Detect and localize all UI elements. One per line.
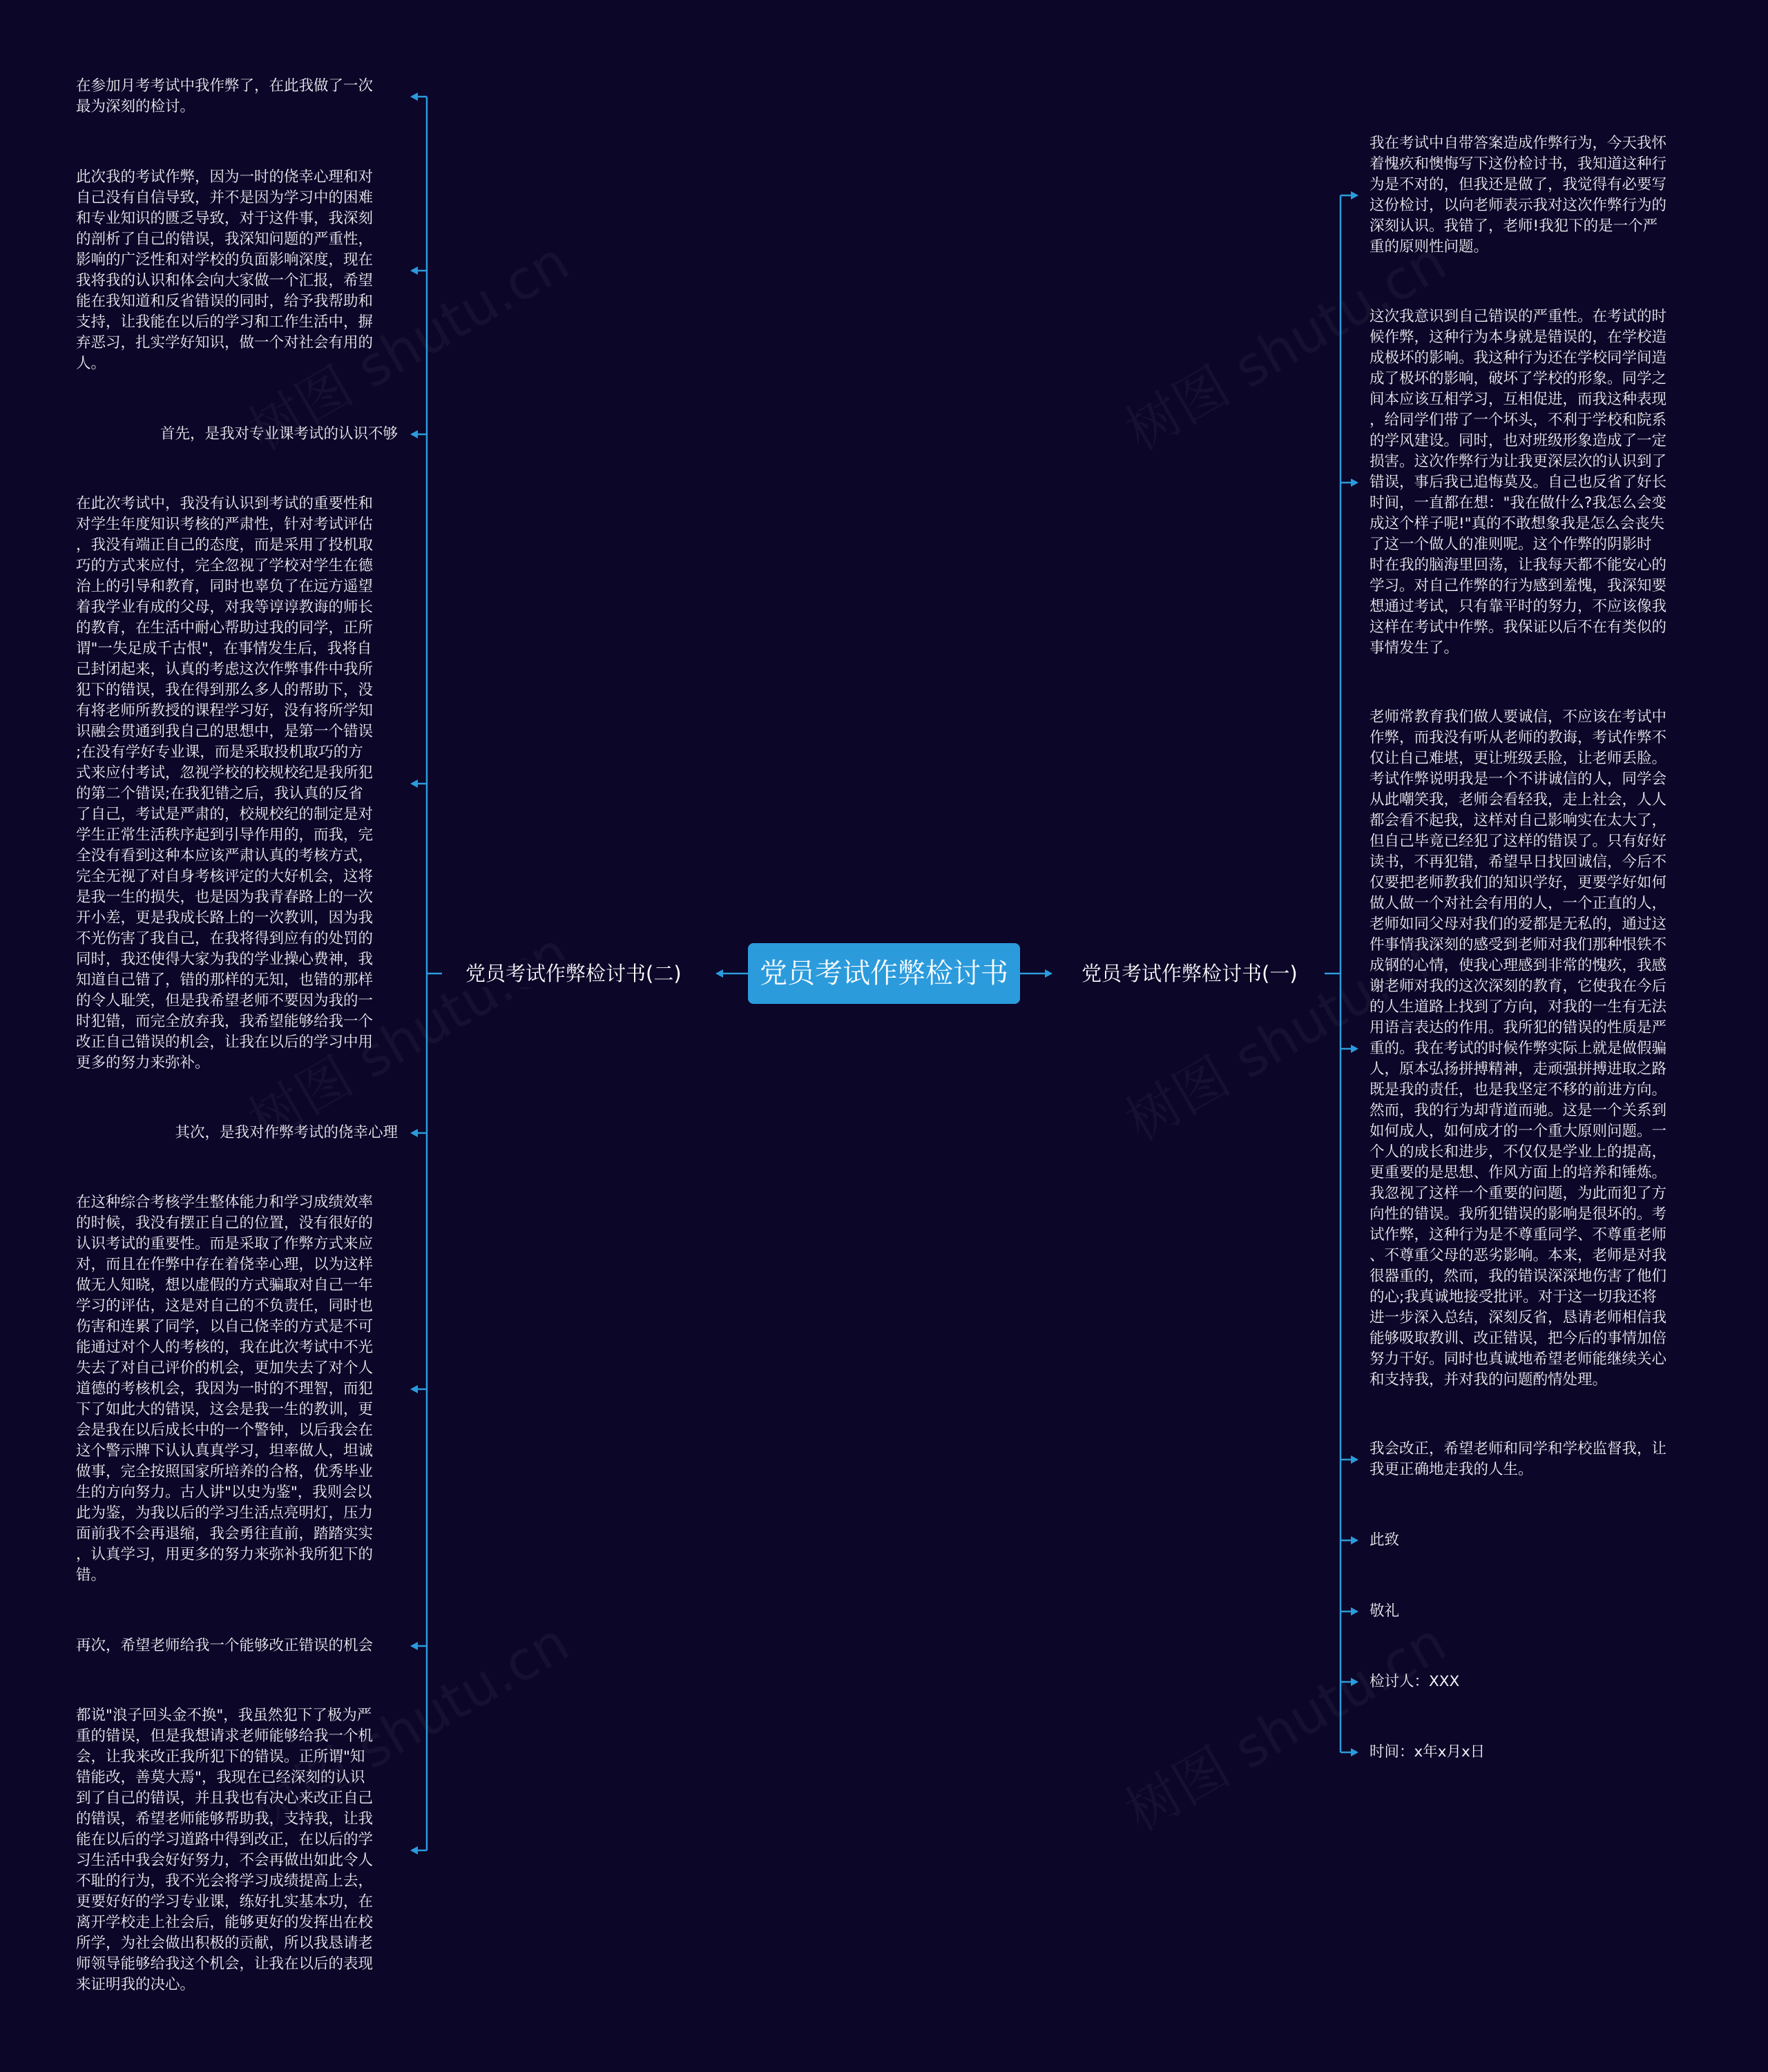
right-leaf-4[interactable]: 我会改正，希望老师和同学和学校监督我，让 我更正确地走我的人生。 bbox=[1370, 1440, 1667, 1478]
right-leaf-3[interactable]: 老师常教育我们做人要诚信，不应该在考试中 作弊，而我没有听从老师的教诲，考试作弊不 仅让自己难堪，更让班级丢脸，让老师丢脸。 考试作弊说明我是一个不讲诚信的人，同学会 从此嘲笑我，老师会看轻我，走上社会，人人 都会看不起我，这样对自己影响实在太大了， 但自己毕竟已经犯了这样的错误了。只有好好 读书，不再犯错，希望早日找回诚信，今后不 仅要把老师教我们的知识学好，更要学好如何 做人做一个对社会有用的人，一个正直的人， 老师如同父母对我们的爱都是无私的，通过这 件事情我深刻的感受到老师对我们那种恨铁不 成钢的心情，使我心理感到非常的愧疚，我感 谢老师对我的这次深刻的教育，它使我在今后 的人生道路上找到了方向，对我的一生有无法 用语言表达的作用。我所犯的错误的性质是严 重的。我在考试的时候作弊实际上就是做假骗 人，原本弘扬拼搏精神，走顽强拼搏进取之路 既是我的责任，也是我坚定不移的前进方向。 然而，我的行为却背道而驰。这是一个关系到 如何成人，如何成才的一个重大原则问题。一 个人的成长和进步，不仅仅是学业上的提高， 更重要的是思想、作风方面上的培养和锤炼。 我忽视了这样一个重要的问题，为此而犯了方 向性的错误。我所犯错误的影响是很坏的。考 试作弊，这种行为是不尊重同学、不尊重老师 、不尊重父母的恶劣影响。本来，老师是对我 很器重的，然而，我的错误深深地伤害了他们 的心;我真诚地接受批评。对于这一切我还将 进一步深入总结，深刻反省，恳请老师相信我 能够吸取教训、改正错误，把今后的事情加倍 努力干好。同时也真诚地希望老师能继续关心 和支持我，并对我的问题酌情处理。 bbox=[1370, 708, 1667, 1388]
left-leaf-7[interactable]: 再次，希望老师给我一个能够改正错误的机会 bbox=[76, 1637, 374, 1654]
right-leaf-5[interactable]: 此致 bbox=[1370, 1531, 1400, 1549]
left-leaf-2[interactable]: 此次我的考试作弊，因为一时的侥幸心理和对 自己没有自信导致，并不是因为学习中的困难 和专业知识的匮乏导致，对于这件事，我深刻 的剖析了自己的错误，我深知问题的严重性， 影响的广泛性和对学校的负面影响深度，现在 我将我的认识和体会向大家做一个汇报，希望 能在我知道和反省错误的同时，给予我帮助和 支持，让我能在以后的学习和工作生活中，摒 弃恶习，扎实学好知识，做一个对社会有用的 人。 bbox=[76, 168, 374, 372]
right-leaf-2[interactable]: 这次我意识到自己错误的严重性。在考试的时 候作弊，这种行为本身就是错误的，在学校造 成极坏的影响。我这种行为还在学校同学间造 成了极坏的影响，破坏了学校的形象。同学之 间本应该互相学习，互相促进，而我这种表现 ，给同学们带了一个坏头，不利于学校和院系 的学风建设。同时，也对班级形象造成了一定 损害。这次作弊行为让我更深层次的认识到了 错误，事后我已追悔莫及。自己也反省了好长 时间，一直都在想："我在做什么?我怎么会变 成这个样子呢!"真的不敢想象我是怎么会丧失 了这一个做人的准则呢。这个作弊的阴影时 时在我的脑海里回荡，让我每天都不能安心的 学习。对自己作弊的行为感到羞愧，我深知要 想通过考试，只有靠平时的努力，不应该像我 这样在考试中作弊。我保证以后不在有类似的 事情发生了。 bbox=[1370, 308, 1667, 657]
right-leaf-7[interactable]: 检讨人：XXX bbox=[1370, 1673, 1460, 1690]
central-topic[interactable]: 党员考试作弊检讨书 bbox=[748, 943, 1020, 1004]
right-leaf-8[interactable]: 时间：x年x月x日 bbox=[1370, 1743, 1486, 1761]
left-leaf-6[interactable]: 在这种综合考核学生整体能力和学习成绩效率 的时候，我没有摆正自己的位置，没有很好的 认识考试的重要性。而是采取了作弊方式来应 对，而且在作弊中存在着侥幸心理，以为这样 做无人知晓，想以虚假的方式骗取对自己一年 学习的评估，这是对自己的不负责任，同时也 伤害和连累了同学，以自己侥幸的方式是不可 能通过对个人的考核的，我在此次考试中不光 失去了对自己评价的机会，更加失去了对个人 道德的考核机会，我因为一时的不理智，而犯 下了如此大的错误，这会是我一生的教训，更 会是我在以后成长中的一个警钟，以后我会在 这个警示牌下认认真真学习，坦率做人，坦诚 做事，完全按照国家所培养的合格，优秀毕业 生的方向努力。古人讲"以史为鉴"，我则会以 此为鉴，为我以后的学习生活点亮明灯，压力 面前我不会再退缩，我会勇往直前，踏踏实实 ，认真学习，用更多的努力来弥补我所犯下的 错。 bbox=[76, 1194, 374, 1584]
right-leaf-6[interactable]: 敬礼 bbox=[1370, 1603, 1400, 1620]
right-leaf-1[interactable]: 我在考试中自带答案造成作弊行为，今天我怀 着愧疚和懊悔写下这份检讨书，我知道这种行 为是不对的，但我还是做了，我觉得有必要写 这份检讨，以向老师表示我对这次作弊行为的 深刻认识。我错了，老师!我犯下的是一个严 重的原则性问题。 bbox=[1370, 135, 1667, 255]
branch-left-title[interactable]: 党员考试作弊检讨书(二) bbox=[460, 960, 687, 987]
branch-right-title[interactable]: 党员考试作弊检讨书(一) bbox=[1076, 960, 1303, 987]
left-leaf-1[interactable]: 在参加月考考试中我作弊了，在此我做了一次 最为深刻的检讨。 bbox=[76, 77, 374, 115]
left-leaf-4[interactable]: 在此次考试中，我没有认识到考试的重要性和 对学生年度知识考核的严肃性，针对考试评估 ，我没有端正自己的态度，而是采用了投机取 巧的方式来应付，完全忽视了学校对学生在德 治上的引导和教育，同时也辜负了在远方遥望 着我学业有成的父母，对我等谆谆教诲的师长 的教育，在生活中耐心帮助过我的同学，正所 谓"一失足成千古恨"，在事情发生后，我将自 己封闭起来，认真的考虑这次作弊事件中我所 犯下的错误，我在得到那么多人的帮助下，没 有将老师所教授的课程学习好，没有将所学知 识融会贯通到我自己的思想中，是第一个错误 ;在没有学好专业课，而是采取投机取巧的方 式来应付考试，忽视学校的校规校纪是我所犯 的第二个错误;在我犯错之后，我认真的反省 了自己，考试是严肃的，校规校纪的制定是对 学生正常生活秩序起到引导作用的，而我，完 全没有看到这种本应该严肃认真的考核方式， 完全无视了对自身考核评定的大好机会，这将 是我一生的损失，也是因为我青春路上的一次 开小差，更是我成长路上的一次教训，因为我 不光伤害了我自己，在我将得到应有的处罚的 同时，我还使得大家为我的学业操心费神，我 知道自己错了，错的那样的无知，也错的那样 的令人耻笑，但是我希望老师不要因为我的一 时犯错，而完全放弃我，我希望能够给我一个 改正自己错误的机会，让我在以后的学习中用 更多的努力来弥补。 bbox=[76, 495, 374, 1072]
left-leaf-3[interactable]: 首先，是我对专业课考试的认识不够 bbox=[160, 425, 398, 443]
left-leaf-5[interactable]: 其次，是我对作弊考试的侥幸心理 bbox=[175, 1124, 398, 1141]
left-leaf-8[interactable]: 都说"浪子回头金不换"，我虽然犯下了极为严 重的错误，但是我想请求老师能够给我一个机 会，让我来改正我所犯下的错误。正所谓"知 错能改，善莫大焉"，我现在已经深刻的认识 到了自己的错误，并且我也有决心来改正自己 的错误，希望老师能够帮助我，支持我，让我 能在以后的学习道路中得到改正，在以后的学 习生活中我会好好努力，不会再做出如此令人 不耻的行为，我不光会将学习成绩提高上去， 更要好好的学习专业课，练好扎实基本功，在 离开学校走上社会后，能够更好的发挥出在校 所学，为社会做出积极的贡献，所以我恳请老 师领导能够给我这个机会，让我在以后的表现 来证明我的决心。 bbox=[76, 1707, 374, 1993]
